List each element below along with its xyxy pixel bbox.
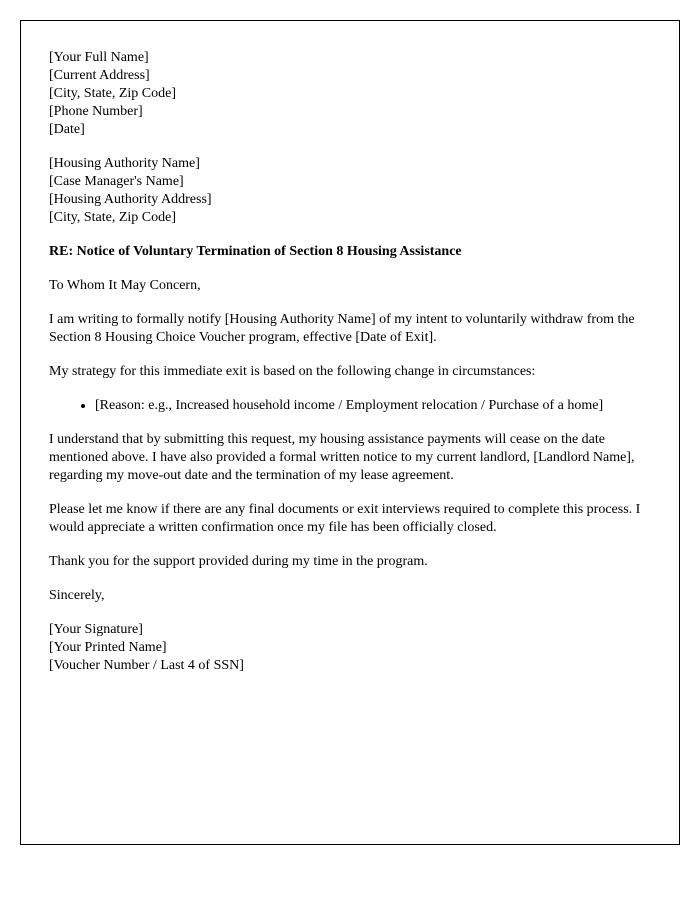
body-paragraph-final-documents: Please let me know if there are any final documents or exit interviews required to complete this process. I would appreciate a written confirmation once my file has been officially closed. (49, 502, 641, 535)
letter-document (20, 20, 680, 845)
body-paragraph-thanks: Thank you for the support provided during my time in the program. (49, 554, 428, 569)
sender-address-line: [Current Address] (49, 68, 150, 83)
recipient-case-manager-line: [Case Manager's Name] (49, 174, 184, 189)
sender-phone-line: [Phone Number] (49, 104, 143, 119)
salutation: To Whom It May Concern, (49, 278, 201, 293)
voucher-number-line: [Voucher Number / Last 4 of SSN] (49, 658, 244, 673)
sender-date-line: [Date] (49, 122, 85, 137)
body-paragraph-acknowledgement: I understand that by submitting this request, my housing assistance payments will cease on the date mentioned above. I have also provided a formal written notice to my current landlord, [Landlord Name], regarding my move-out date and the termination of my lease agreement. (49, 432, 635, 483)
recipient-authority-line: [Housing Authority Name] (49, 156, 200, 171)
body-paragraph-reason-lead: My strategy for this immediate exit is based on the following change in circumstances: (49, 364, 536, 379)
body-paragraph-intent: I am writing to formally notify [Housing Authority Name] of my intent to voluntarily withdraw from the Section 8 Housing Choice Voucher program, effective [Date of Exit]. (49, 312, 635, 345)
recipient-address-line: [Housing Authority Address] (49, 192, 212, 207)
recipient-city-line: [City, State, Zip Code] (49, 210, 177, 225)
printed-name-line: [Your Printed Name] (49, 640, 167, 655)
sender-city-line: [City, State, Zip Code] (49, 86, 177, 101)
reason-bullet-list (49, 397, 651, 415)
signature-line: [Your Signature] (49, 622, 143, 637)
recipient-address-block (49, 155, 651, 227)
sender-name-line: [Your Full Name] (49, 50, 149, 65)
signature-block (49, 621, 651, 675)
closing-line: Sincerely, (49, 588, 105, 603)
sender-address-block (49, 49, 651, 139)
reason-bullet-item: • [Reason: e.g., Increased household income / Employment relocation / Purchase of a home] (95, 397, 651, 415)
subject-line: RE: Notice of Voluntary Termination of Section 8 Housing Assistance (49, 244, 462, 259)
